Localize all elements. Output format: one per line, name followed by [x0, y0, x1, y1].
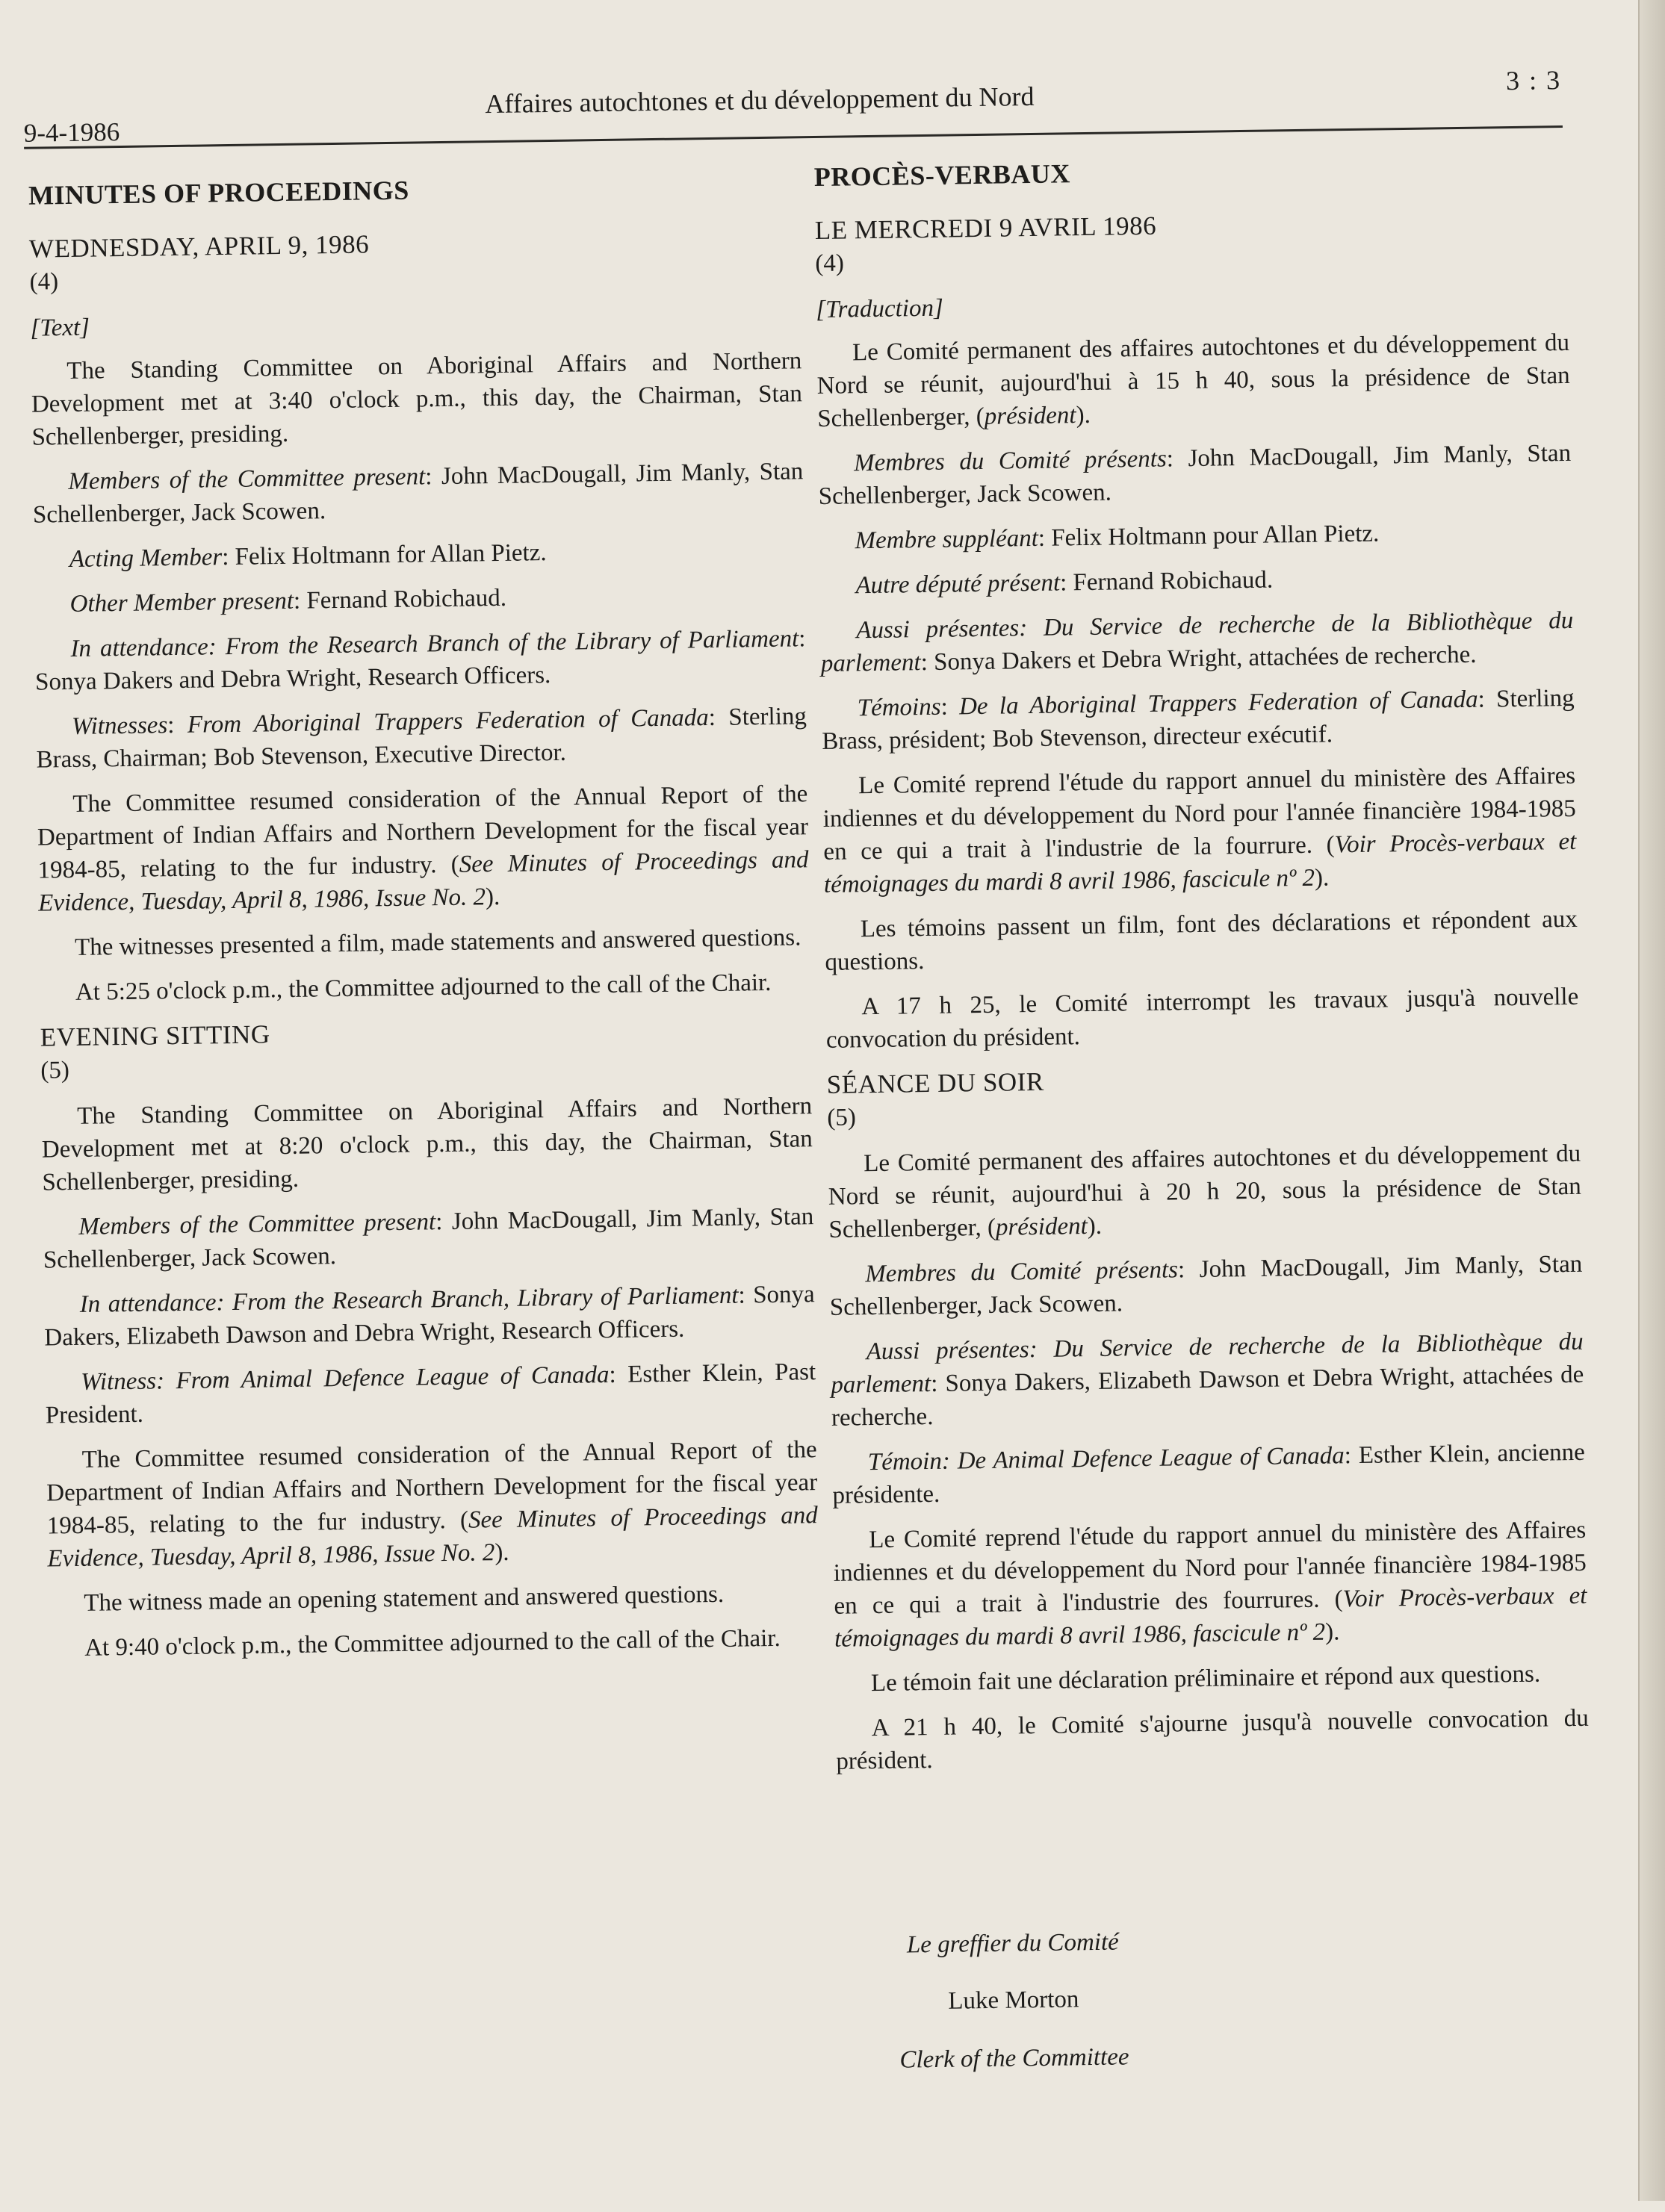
- english-morning-attendance: In attendance: From the Research Branch of the Library of Parliament: Sonya Dakers and Debra Wright, Research Officers.: [34, 625, 806, 696]
- french-evening-resumed: Le Comité reprend l'étude du rapport annuel du ministère des Affaires indiennes et du développement du Nord pour l'année financière 1984-1985 en ce qui a trait à l'industrie des fourrures. (Voir Procès-verbaux et témoignages du mardi 8 avril 1986, fascicule nº 2).: [833, 1516, 1587, 1653]
- english-morning-other: Other Member present: Fernand Robichaud.: [69, 584, 507, 618]
- clerk-name: Luke Morton: [948, 1986, 1079, 2015]
- page-header: [23, 65, 1563, 155]
- english-evening-heading: EVENING SITTING: [40, 1019, 270, 1052]
- french-morning-adjourned: A 17 h 25, le Comité interrompt les travaux jusqu'à nouvelle convocation du président.: [825, 983, 1579, 1054]
- english-evening-members: Members of the Committee present: John MacDougall, Jim Manly, Stan Schellenberger, Jack Scowen.: [43, 1203, 814, 1274]
- french-morning-date: LE MERCREDI 9 AVRIL 1986: [814, 211, 1157, 246]
- english-evening-statement: The witness made an opening statement and answered questions.: [84, 1580, 725, 1617]
- french-evening-members: Membres du Comité présents: John MacDougall, Jim Manly, Stan Schellenberger, Jack Scowen.: [829, 1250, 1583, 1321]
- french-morning-acting: Membre suppléant: Felix Holtmann pour Allan Pietz.: [855, 520, 1380, 555]
- page-number: 3 : 3: [1505, 65, 1562, 96]
- english-morning-witnesses: Witnesses: From Aboriginal Trappers Federation of Canada: Sterling Brass, Chairman; Bob Stevenson, Executive Director.: [36, 703, 807, 774]
- french-evening-heading: SÉANCE DU SOIR: [826, 1066, 1044, 1099]
- english-evening-resumed: The Committee resumed consideration of the Annual Report of the Department of Indian Affairs and Northern Development for the fiscal year 1984-85, relating to the fur industry. (See Minutes of Proceedings and Evidence, Tuesday, April 8, 1986, Issue No. 2).: [46, 1436, 819, 1573]
- french-morning-attendance: Aussi présentes: Du Service de recherche de la Bibliothèque du parlement: Sonya Dakers et Debra Wright, attachées de recherche.: [820, 606, 1574, 677]
- english-heading: MINUTES OF PROCEEDINGS: [28, 175, 409, 211]
- english-evening-number: (5): [40, 1057, 70, 1084]
- english-morning-adjourned: At 5:25 o'clock p.m., the Committee adjourned to the call of the Chair.: [75, 969, 772, 1006]
- english-morning-resumed: The Committee resumed consideration of the Annual Report of the Department of Indian Affairs and Northern Development for the fiscal year 1984-85, relating to the fur industry. (See Minutes of Proceedings and Evidence, Tuesday, April 8, 1986, Issue No. 2).: [37, 780, 809, 917]
- english-morning-opening: The Standing Committee on Aboriginal Affairs and Northern Development met at 3:40 o'clock p.m., this day, the Chairman, Stan Schellenberger, presiding.: [31, 347, 803, 451]
- english-morning-film: The witnesses presented a film, made statements and answered questions.: [74, 924, 802, 961]
- english-morning-members: Members of the Committee present: John MacDougall, Jim Manly, Stan Schellenberger, Jack Scowen.: [32, 458, 804, 529]
- french-evening-adjourned: A 21 h 40, le Comité s'ajourne jusqu'à nouvelle convocation du président.: [836, 1704, 1589, 1775]
- english-evening-opening: The Standing Committee on Aboriginal Affairs and Northern Development met at 8:20 o'clock p.m., this day, the Chairman, Stan Schellenberger, presiding.: [41, 1093, 813, 1196]
- french-morning-resumed: Le Comité reprend l'étude du rapport annuel du ministère des Affaires indiennes et du développement du Nord pour l'année financière 1984-1985 en ce qui a trait à l'industrie de la fourrure. (Voir Procès-verbaux et témoignages du mardi 8 avril 1986, fascicule nº 2).: [822, 762, 1577, 898]
- english-morning-acting: Acting Member: Felix Holtmann for Allan Pietz.: [69, 539, 547, 573]
- english-morning-date: WEDNESDAY, APRIL 9, 1986: [28, 229, 370, 264]
- french-evening-attendance: Aussi présentes: Du Service de recherche de la Bibliothèque du parlement: Sonya Dakers, Elizabeth Dawson et Debra Wright, attachées de recherche.: [831, 1328, 1584, 1432]
- french-evening-number: (5): [827, 1104, 857, 1131]
- header-date: 9-4-1986: [23, 116, 120, 148]
- french-morning-film: Les témoins passent un film, font des déclarations et répondent aux questions.: [825, 905, 1578, 976]
- clerk-title-en: Clerk of the Committee: [899, 2043, 1129, 2074]
- french-heading: PROCÈS-VERBAUX: [813, 158, 1071, 193]
- english-column: [28, 168, 820, 1677]
- french-evening-statement: Le témoin fait une déclaration préliminaire et répond aux questions.: [870, 1660, 1541, 1697]
- clerk-title-fr: Le greffier du Comité: [906, 1928, 1119, 1959]
- french-evening-opening: Le Comité permanent des affaires autochtones et du développement du Nord se réunit, aujourd'hui à 20 h 20, sous la présidence de Stan Schellenberger, (président).: [828, 1140, 1582, 1243]
- english-evening-attendance: In attendance: From the Research Branch, Library of Parliament: Sonya Dakers, Elizabeth Dawson and Debra Wright, Research Officers.: [44, 1281, 815, 1352]
- header-title: Affaires autochtones et du développement du Nord: [485, 81, 1035, 119]
- english-evening-witness: Witness: From Animal Defence League of Canada: Esther Klein, Past President.: [45, 1358, 816, 1429]
- french-morning-members: Membres du Comité présents: John MacDougall, Jim Manly, Stan Schellenberger, Jack Scowen.: [818, 439, 1572, 510]
- french-morning-other: Autre député présent: Fernand Robichaud.: [855, 566, 1274, 600]
- english-evening-adjourned: At 9:40 o'clock p.m., the Committee adjourned to the call of the Chair.: [84, 1624, 781, 1662]
- french-morning-opening: Le Comité permanent des affaires autochtones et du développement du Nord se réunit, aujourd'hui à 15 h 40, sous la présidence de Stan Schellenberger, (président).: [816, 329, 1570, 432]
- french-evening-witness: Témoin: De Animal Defence League of Canada: Esther Klein, ancienne présidente.: [832, 1438, 1585, 1509]
- english-morning-number: (4): [29, 268, 59, 296]
- french-translation-tag: [Traduction]: [816, 294, 944, 324]
- english-text-tag: [Text]: [30, 314, 90, 342]
- french-morning-witnesses: Témoins: De la Aboriginal Trappers Federation of Canada: Sterling Brass, président; Bob Stevenson, directeur exécutif.: [822, 684, 1575, 755]
- french-morning-number: (4): [815, 249, 845, 278]
- french-column: [813, 150, 1589, 1790]
